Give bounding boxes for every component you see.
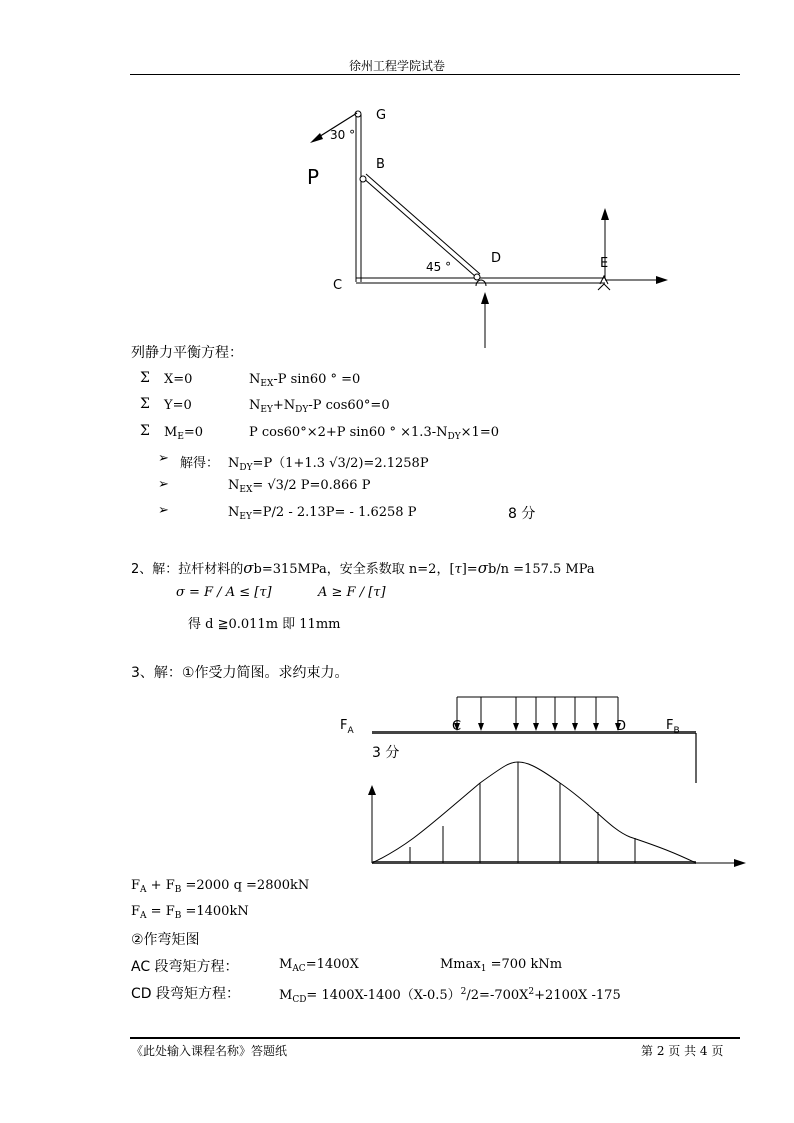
label-E: E: [600, 256, 609, 271]
sigma-2: Σ: [140, 396, 150, 412]
cd-moment-eq: $M_{CD}= 1400X-1400(X-0.5)^2/2=-700X^2+2100X$ -175: [279, 987, 621, 1005]
label-FA: $F_A$: [340, 718, 354, 736]
sigma-1: Σ: [140, 370, 150, 386]
header-rule: [130, 74, 740, 75]
angle-30-label: 30 °: [330, 128, 356, 142]
formula-stress: σ = F / A ≤ [τ]: [176, 585, 272, 600]
sigma-3: Σ: [140, 423, 150, 439]
bullet-2: ➢: [158, 477, 169, 492]
page-header-title: 徐州工程学院试卷: [348, 59, 445, 73]
formula-area: A ≥ F / [τ]: [318, 585, 386, 600]
eq3-right: P cos60°×2+P sin60 ° $\times 1.3-N_{DY}\times 1=0$: [249, 425, 499, 442]
beam-diagram: [330, 695, 760, 875]
label-FB: $F_B$: [666, 718, 680, 736]
label-G: G: [376, 108, 387, 123]
truss-figure: [300, 100, 680, 350]
eq3-left: $M_E=0$: [164, 425, 204, 442]
eq2-left: Y=0: [164, 398, 192, 413]
bullet-3: ➢: [158, 503, 169, 518]
cd-moment-label: CD 段弯矩方程：: [131, 986, 241, 1002]
label-D: D: [491, 251, 502, 266]
reaction-equal-eq: $F_A = F_B =1400kN$: [131, 904, 249, 921]
ac-moment-eq: $M_{AC}=1400X$: [279, 957, 359, 974]
score-3: 3 分: [372, 745, 400, 761]
sec2-line1: 2、解：拉杆材料的σb=315MPa，安全系数取 n=2，[τ]=σb/n =157.5 MPa: [131, 559, 595, 577]
eq1-right: $N_{EX}-P$ sin60 ° =0: [249, 372, 361, 389]
eq1-left: X=0: [164, 372, 193, 387]
equilibrium-heading: 列静力平衡方程：: [131, 345, 243, 361]
angle-45-label: 45 °: [426, 260, 452, 274]
footer-rule: [130, 1037, 740, 1039]
diameter-result: 得 d ≧0.011m 即 11mm: [188, 617, 341, 632]
footer-page-number: 第 2 页 共 4 页: [641, 1044, 724, 1058]
label-C: C: [333, 278, 343, 293]
label-beam-C: C: [452, 719, 462, 734]
score-8: 8 分: [508, 506, 536, 522]
sec3-heading: 3、解：①作受力简图。求约束力。: [131, 665, 349, 681]
solution-nex: $N_{EX}= √3/2$ P=0.866 P: [228, 478, 371, 495]
footer-course-name: 《此处输入课程名称》答题纸: [131, 1044, 288, 1058]
solution-ndy: $N_{DY}=P(1+1.3$ √3/2)=2.1258P: [228, 456, 429, 473]
label-B: B: [376, 157, 385, 172]
label-beam-D: D: [616, 719, 627, 734]
ac-moment-label: AC 段弯矩方程：: [131, 959, 239, 975]
moment-diagram-step: ②作弯矩图: [131, 932, 200, 948]
solution-label: 解得：: [180, 456, 220, 471]
bullet-1: ➢: [158, 451, 169, 466]
solution-ney: $N_{EY}=P/2 - 2.13P= - 1.6258$ P: [228, 505, 417, 522]
reaction-sum-eq: $F_A + F_B =2000$ q =2800kN: [131, 878, 310, 895]
eq2-right: $N_{EY}+N_{DY}-P$ cos60°=0: [249, 398, 390, 415]
label-P: P: [307, 165, 320, 189]
ac-moment-max: Mmax$_1$ =700 kNm: [440, 957, 563, 974]
